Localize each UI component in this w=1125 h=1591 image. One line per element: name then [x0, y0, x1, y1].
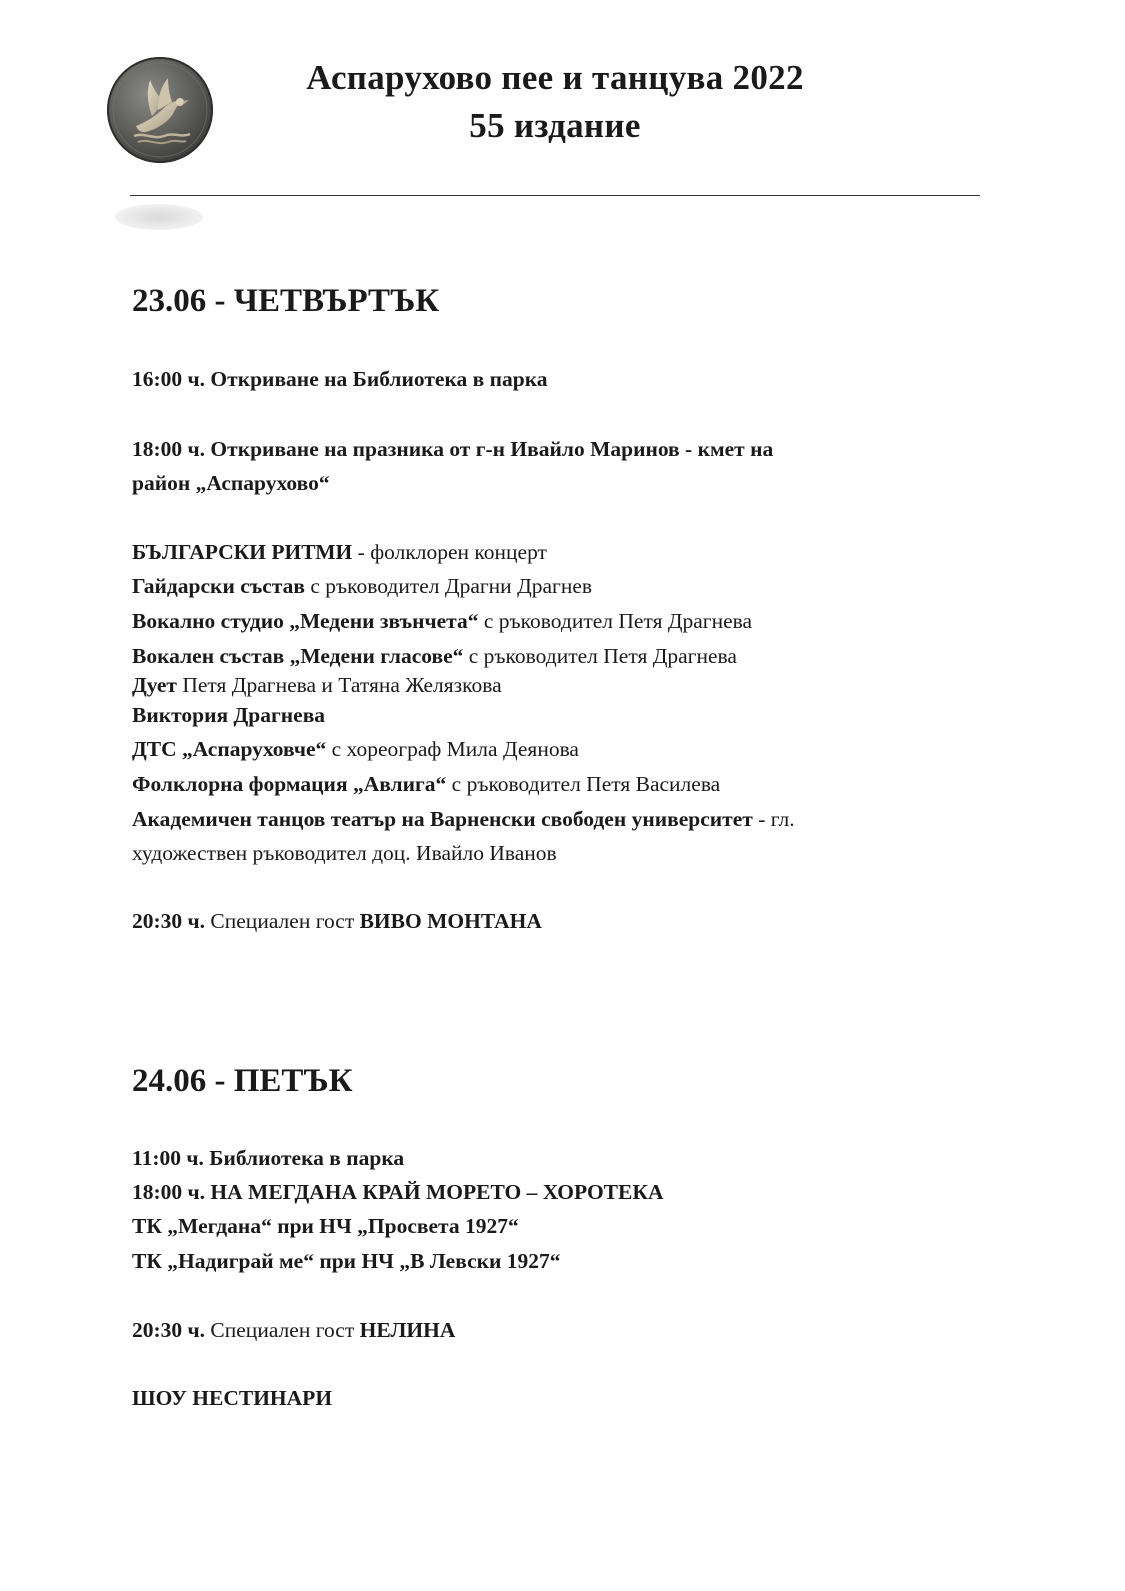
day1-line-10 — [132, 737, 579, 762]
day1-line-12 — [132, 807, 795, 832]
event-text: НА МЕГДАНА КРАЙ МОРЕТО – ХОРОТЕКА — [205, 1180, 664, 1204]
special-guest: ВИВО МОНТАНА — [359, 909, 542, 933]
description: - фолклорен концерт — [357, 540, 547, 564]
edition-subtitle: 55 издание — [469, 106, 641, 145]
performer: БЪЛГАРСКИ РИТМИ — [132, 540, 358, 564]
event-text: район „Аспарухово“ — [132, 471, 330, 495]
day1-line-7 — [132, 644, 737, 669]
day1-line-3 — [132, 471, 330, 496]
event-text: ТК „Мегдана“ при НЧ „Просвета 1927“ — [132, 1214, 519, 1238]
performer: ДТС „Аспаруховче“ — [132, 737, 332, 761]
event-text: Откриване на Библиотека в парка — [205, 367, 548, 391]
time: 18:00 ч. — [132, 1180, 206, 1204]
performer: Вокален състав „Медени гласове“ — [132, 644, 464, 668]
day1-line-2 — [132, 437, 773, 462]
time: 20:30 ч. — [132, 909, 206, 933]
day2-line-6 — [132, 1386, 332, 1411]
day1-line-4 — [132, 540, 547, 565]
day1-line-5 — [132, 574, 592, 599]
performer: Гайдарски състав — [132, 574, 306, 598]
time: 16:00 ч. — [132, 367, 206, 391]
event-text: Библиотека в парка — [203, 1146, 405, 1170]
time: 18:00 ч — [132, 437, 200, 461]
event-text: ШОУ НЕСТИНАРИ — [132, 1386, 333, 1410]
day1-line-11 — [132, 772, 720, 797]
day1-line-13 — [132, 841, 557, 866]
description: Специален гост — [205, 909, 360, 933]
day1-line-8 — [132, 673, 502, 698]
description: - гл. — [758, 807, 795, 831]
description: художествен ръководител доц. Ивайло Иванов — [132, 841, 557, 865]
day2-line-1 — [132, 1146, 404, 1171]
special-guest: НЕЛИНА — [359, 1318, 456, 1342]
day2-heading: 24.06 - ПЕТЪК — [132, 1063, 353, 1099]
day1-line-1 — [132, 367, 548, 392]
description: с ръководител Петя Драгнева — [463, 644, 737, 668]
day2-line-3 — [132, 1214, 519, 1239]
performer: Виктория Драгнева — [132, 703, 326, 727]
page-title: Аспарухово пее и танцува 2022 — [306, 58, 804, 97]
performer: Дует — [132, 673, 177, 697]
description: с хореограф Мила Деянова — [331, 737, 579, 761]
day1-line-14 — [132, 909, 542, 934]
performer: Вокално студио „Медени звънчета“ — [132, 609, 479, 633]
description: с ръководител Петя Василева — [446, 772, 721, 796]
event-text: . Откриване на празника от г-н Ивайло Маринов - кмет на — [199, 437, 774, 461]
header-divider — [130, 195, 980, 196]
logo-shadow — [115, 204, 203, 230]
day1-line-9 — [132, 703, 325, 728]
description: с ръководител Драгни Драгнев — [305, 574, 593, 598]
description: Специален гост — [205, 1318, 360, 1342]
event-text: ТК „Надиграй ме“ при НЧ „В Левски 1927“ — [132, 1249, 561, 1273]
time: 11:00 ч. — [132, 1146, 204, 1170]
day2-line-5 — [132, 1318, 455, 1343]
description: Петя Драгнева и Татяна Желязкова — [176, 673, 502, 697]
dove-logo-icon — [106, 56, 214, 164]
day1-line-6 — [132, 609, 752, 634]
description: с ръководител Петя Драгнева — [478, 609, 753, 633]
performer: Академичен танцов театър на Варненски свободен университет — [132, 807, 759, 831]
time: 20:30 ч. — [132, 1318, 206, 1342]
day2-line-2 — [132, 1180, 663, 1205]
performer: Фолклорна формация „Авлига“ — [132, 772, 447, 796]
day2-line-4 — [132, 1249, 561, 1274]
day1-heading: 23.06 - ЧЕТВЪРТЪК — [132, 283, 440, 319]
